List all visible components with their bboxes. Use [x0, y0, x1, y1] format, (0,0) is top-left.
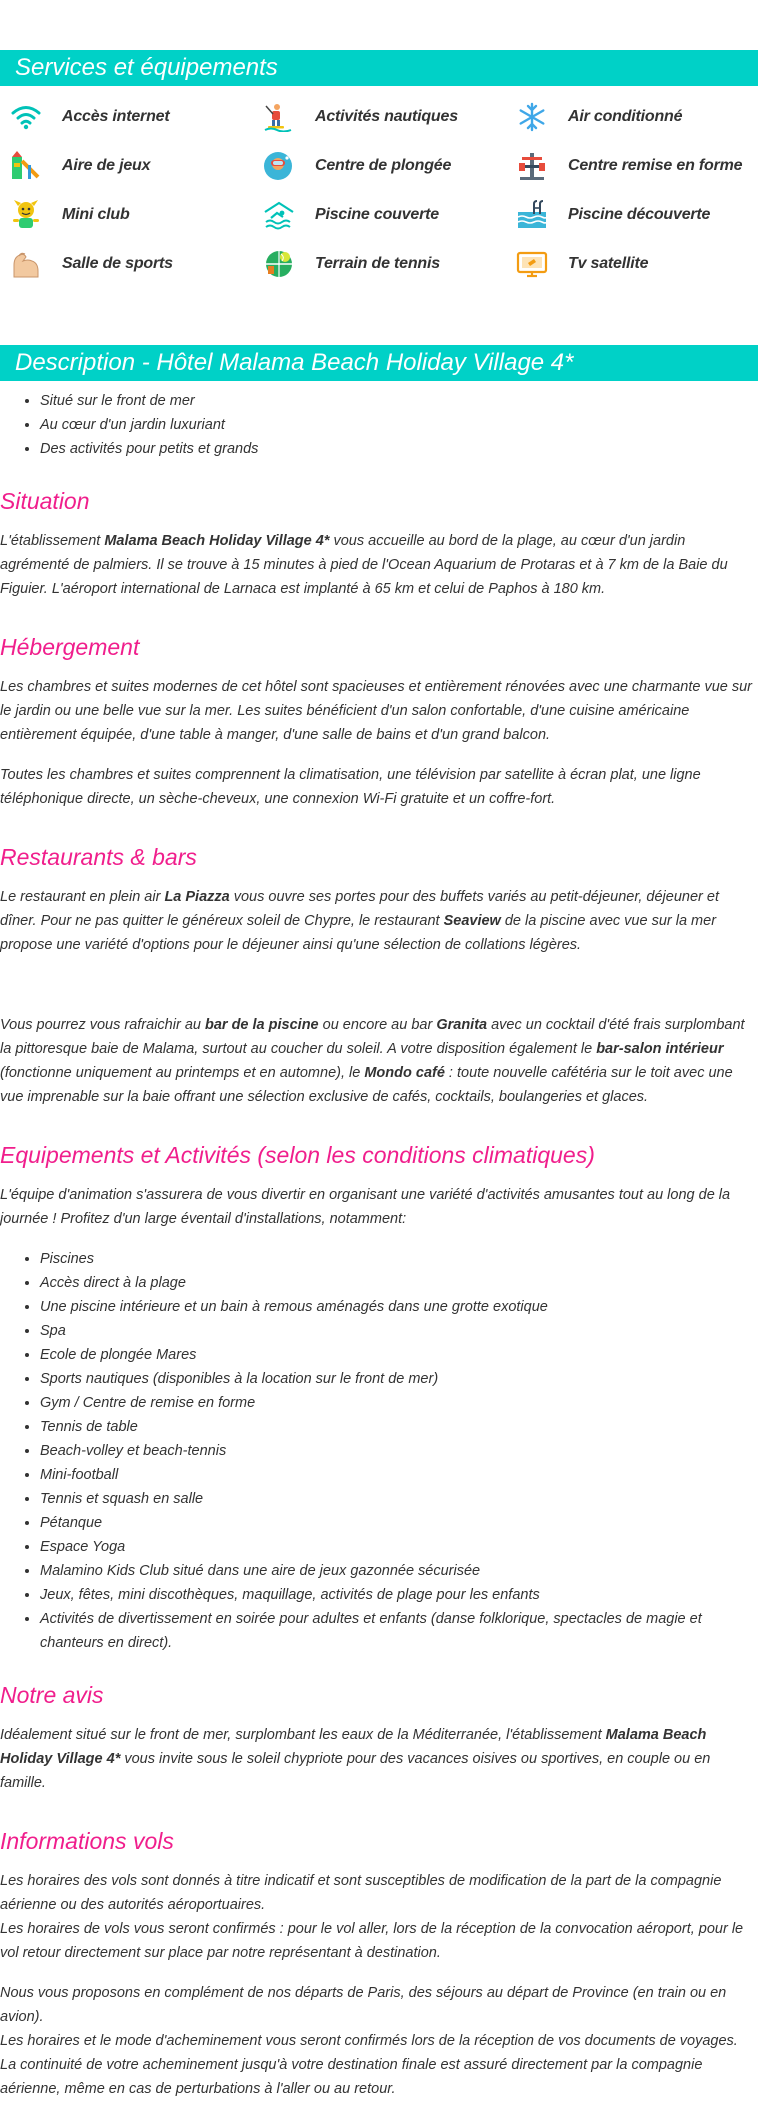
- vols-heading: Informations vols: [0, 1828, 174, 1854]
- list-item: • Espace Yoga: [40, 1535, 758, 1559]
- restaurants-text-2: Vous pourrez vous rafraichir au bar de la piscine ou encore au bar Granita avec un cocktail d'été frais surplombant la pittoresque baie de Malama, surtout au coucher du soleil. A votre disposition également le bar-salon intérieur (fonctionne uniquement au printemps et en automne), le Mondo café : toute nouvelle cafétéria sur le toit avec une vue imprenable sur la baie offrant une sélection exclusive de cafés, cocktails, boulangeries et glaces.: [0, 1017, 745, 1105]
- description-banner: [0, 345, 758, 381]
- water-ski-icon: [263, 102, 299, 132]
- outdoor-pool-icon: [516, 200, 552, 230]
- list-item: • Pétanque: [40, 1511, 758, 1535]
- vols-text-1: Les horaires des vols sont donnés à titre indicatif et sont susceptibles de modification de la part de la compagnie aérienne ou des autorités aéroportuaires.: [0, 1873, 722, 1913]
- service-item: [263, 200, 439, 230]
- service-item: [516, 102, 682, 132]
- list-item: • Une piscine intérieure et un bain à remous aménagés dans une grotte exotique: [40, 1295, 758, 1319]
- service-label: Mini club: [62, 206, 130, 223]
- tv-icon: [516, 249, 552, 279]
- list-item: • Spa: [40, 1319, 758, 1343]
- vols-text-2: Les horaires de vols vous seront confirmés : pour le vol aller, lors de la réception de la convocation aéroport, pour le vol retour directement sur place par notre représentant à destination.: [0, 1921, 744, 1961]
- indoor-pool-icon: [263, 200, 299, 230]
- services-title: Services et équipements: [15, 54, 278, 81]
- service-label: Tv satellite: [568, 255, 649, 272]
- hebergement-text-2: Toutes les chambres et suites comprennent la climatisation, une télévision par satellite à écran plat, une ligne téléphonique directe, un sèche-cheveux, une connexion Wi-Fi gratuite et un coffre-fort.: [0, 767, 701, 807]
- equipements-intro: L'équipe d'animation s'assurera de vous divertir en organisant une variété d'activités amusantes tout au long de la journée ! Profitez d'un large éventail d'installations, notamment:: [0, 1187, 731, 1227]
- list-item: • Beach-volley et beach-tennis: [40, 1439, 758, 1463]
- muscle-icon: [10, 249, 46, 279]
- service-label: Piscine découverte: [568, 206, 711, 223]
- hebergement-heading: Hébergement: [0, 634, 140, 660]
- list-item: • Activités de divertissement en soirée pour adultes et enfants (danse folklorique, spectacles de magie et chanteurs en direct).: [40, 1607, 758, 1655]
- vols-text-4: Les horaires et le mode d'acheminement vous seront confirmés lors de la réception de vos documents de voyages.: [0, 2033, 738, 2049]
- list-item: • Accès direct à la plage: [40, 1271, 758, 1295]
- list-item: • Sports nautiques (disponibles à la location sur le front de mer): [40, 1367, 758, 1391]
- service-item: [516, 200, 710, 230]
- restaurants-text-1: Le restaurant en plein air La Piazza vous ouvre ses portes pour des buffets variés au petit-déjeuner, déjeuner et dîner. Pour ne pas quitter le généreux soleil de Chypre, le restaurant Seaview de la piscine avec vue sur la mer propose une variété d'options pour le déjeuner ainsi qu'une sélection de collations légères.: [0, 889, 719, 953]
- avis-text: Idéalement situé sur le front de mer, surplombant les eaux de la Méditerranée, l'établissement Malama Beach Holiday Village 4* vous invite sous le soleil chypriote pour des vacances oisives ou sportives, en couple ou en famille.: [0, 1727, 711, 1791]
- vols-text-3: Nous vous proposons en complément de nos départs de Paris, des séjours au départ de Province (en train ou en avion).: [0, 1985, 727, 2025]
- diving-icon: [263, 151, 299, 181]
- situation-text: L'établissement Malama Beach Holiday Village 4* vous accueille au bord de la plage, au cœur d'un jardin agrémenté de palmiers. Il se trouve à 15 minutes à pied de l'Ocean Aquarium de Protaras et à 7 km de la Baie du Figuier. L'aéroport international de Larnaca est implanté à 65 km et celui de Paphos à 180 km.: [0, 533, 728, 597]
- service-label: Activités nautiques: [315, 108, 458, 125]
- service-label: Air conditionné: [568, 108, 683, 125]
- service-item: [10, 249, 173, 279]
- list-item: • Au cœur d'un jardin luxuriant: [40, 413, 758, 437]
- service-item: [263, 249, 440, 279]
- list-item: • Tennis de table: [40, 1415, 758, 1439]
- wifi-icon: [10, 102, 46, 132]
- service-label: Terrain de tennis: [315, 255, 440, 272]
- service-item: [516, 249, 648, 279]
- list-item: • Mini-football: [40, 1463, 758, 1487]
- tennis-icon: [263, 249, 299, 279]
- service-item: [10, 151, 150, 181]
- service-item: [10, 102, 169, 132]
- avis-heading: Notre avis: [0, 1682, 104, 1708]
- hebergement-text-1: Les chambres et suites modernes de cet hôtel sont spacieuses et entièrement rénovées avec une charmante vue sur le jardin ou une belle vue sur la mer. Les suites bénéficient d'un salon confortable, d'une cuisine américaine entièrement équipée, d'une table à manger, d'une salle de bains et d'un grand balcon.: [0, 679, 753, 743]
- list-item: • Tennis et squash en salle: [40, 1487, 758, 1511]
- playground-icon: [10, 151, 46, 181]
- equipements-list: [0, 1247, 758, 1655]
- description-title: Description - Hôtel Malama Beach Holiday Village 4*: [15, 349, 574, 376]
- list-item: • Gym / Centre de remise en forme: [40, 1391, 758, 1415]
- list-item: • Situé sur le front de mer: [40, 389, 758, 413]
- restaurants-heading: Restaurants & bars: [0, 844, 197, 870]
- service-label: Aire de jeux: [62, 157, 151, 174]
- situation-heading: Situation: [0, 488, 90, 514]
- gym-icon: [516, 151, 552, 181]
- services-grid: [0, 86, 758, 293]
- service-label: Accès internet: [62, 108, 170, 125]
- service-item: [263, 102, 458, 132]
- service-item: [10, 200, 130, 230]
- list-item: • Jeux, fêtes, mini discothèques, maquillage, activités de plage pour les enfants: [40, 1583, 758, 1607]
- snowflake-icon: [516, 102, 552, 132]
- services-banner: [0, 50, 758, 86]
- list-item: • Ecole de plongée Mares: [40, 1343, 758, 1367]
- equipements-heading: Equipements et Activités (selon les conditions climatiques): [0, 1142, 595, 1168]
- list-item: • Des activités pour petits et grands: [40, 437, 758, 461]
- list-item: • Malamino Kids Club situé dans une aire de jeux gazonnée sécurisée: [40, 1559, 758, 1583]
- vols-text-5: La continuité de votre acheminement jusqu'à votre destination finale est assuré directement par la compagnie aérienne, même en cas de perturbations à l'aller ou au retour.: [0, 2057, 703, 2097]
- service-label: Centre remise en forme: [568, 157, 743, 174]
- service-item: [263, 151, 451, 181]
- service-label: Piscine couverte: [315, 206, 439, 223]
- service-item: [516, 151, 742, 181]
- kids-club-icon: [10, 200, 46, 230]
- highlights-list: [0, 389, 758, 461]
- list-item: • Piscines: [40, 1247, 758, 1271]
- service-label: Salle de sports: [62, 255, 173, 272]
- service-label: Centre de plongée: [315, 157, 452, 174]
